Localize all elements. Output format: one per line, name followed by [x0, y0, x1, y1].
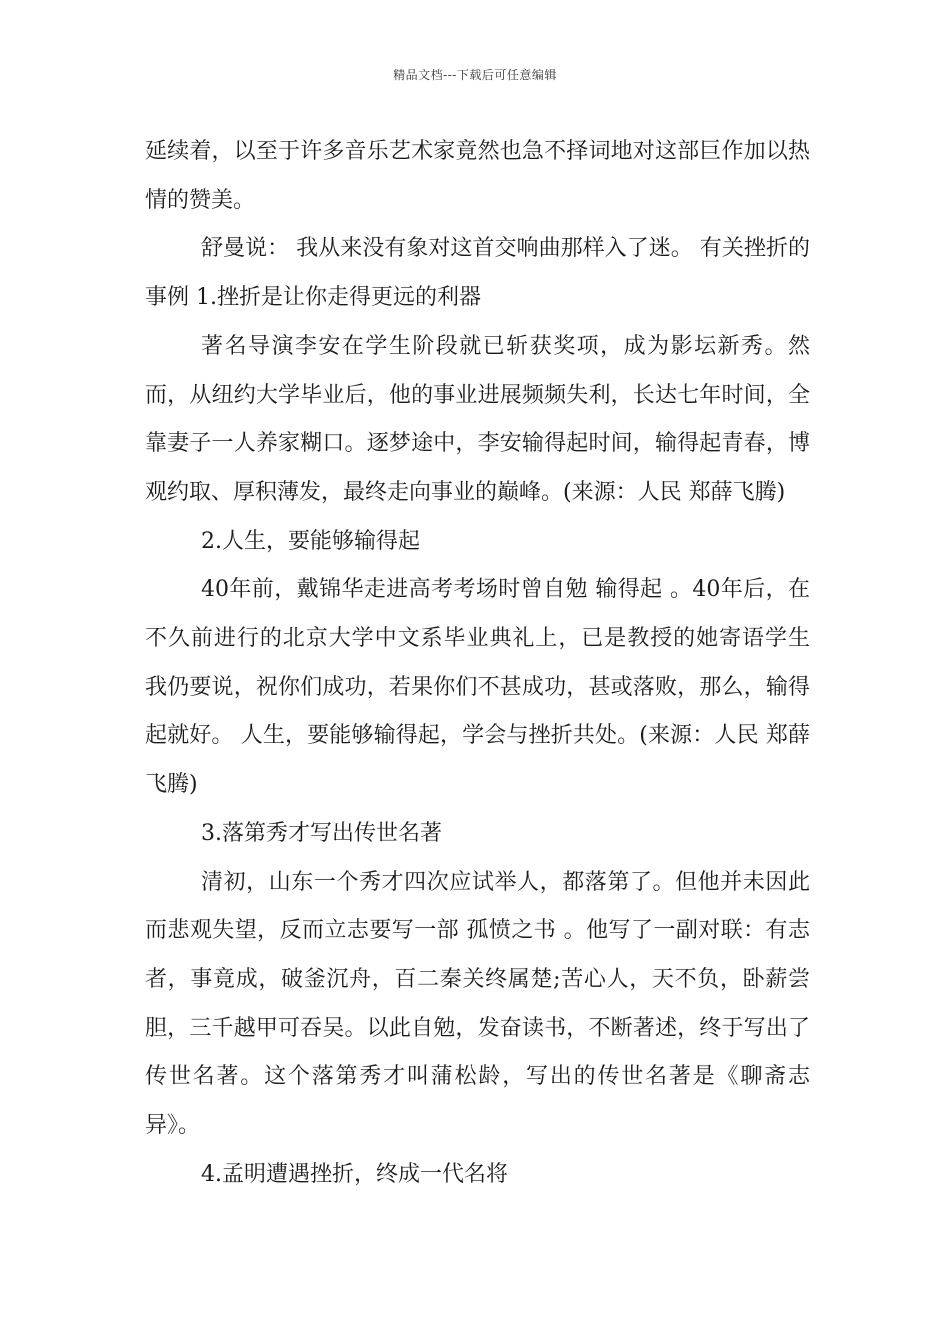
paragraph-schumann: 舒曼说： 我从来没有象对这首交响曲那样入了迷。 有关挫折的事例 1.挫折是让你走得更远的利器	[145, 236, 810, 311]
paragraph-dai-jinhua: 40年前，戴锦华走进高考考场时曾自勉 输得起 。40年后，在不久前进行的北京大学中文系毕业典礼上，已是教授的她寄语学生 我仍要说，祝你们成功，若果你们不甚成功，甚或落败，那么，输得起就好。 人生，要能够输得起，学会与挫折共处。(来源：人民 郑薛飞腾)	[145, 577, 810, 798]
section-heading-3: 3.落第秀才写出传世名著	[201, 820, 442, 846]
section-heading-4: 4.孟明遭遇挫折，终成一代名将	[201, 1161, 508, 1187]
page-header: 精品文档---下载后可任意编辑	[393, 68, 557, 82]
document-body	[145, 128, 810, 1199]
paragraph-pu-songling: 清初，山东一个秀才四次应试举人，都落第了。但他并未因此而悲观失望，反而立志要写一部 孤愤之书 。他写了一副对联：有志者，事竟成，破釜沉舟，百二秦关终属楚;苦心人，天不负，卧薪尝胆，三千越甲可吞吴。以此自勉，发奋读书，不断著述，终于写出了传世名著。这个落第秀才叫蒲松龄，写出的传世名著是《聊斋志异》。	[145, 869, 810, 1139]
paragraph-continuation: 延续着，以至于许多音乐艺术家竟然也急不择词地对这部巨作加以热情的赞美。	[145, 139, 810, 213]
paragraph-ang-lee: 著名导演李安在学生阶段就已斩获奖项，成为影坛新秀。然而，从纽约大学毕业后，他的事业进展频频失利，长达七年时间，全靠妻子一人养家糊口。逐梦途中，李安输得起时间，输得起青春，博观约取、厚积薄发，最终走向事业的巅峰。(来源：人民 郑薛飞腾)	[145, 333, 810, 505]
section-heading-2: 2.人生，要能够输得起	[201, 528, 420, 554]
